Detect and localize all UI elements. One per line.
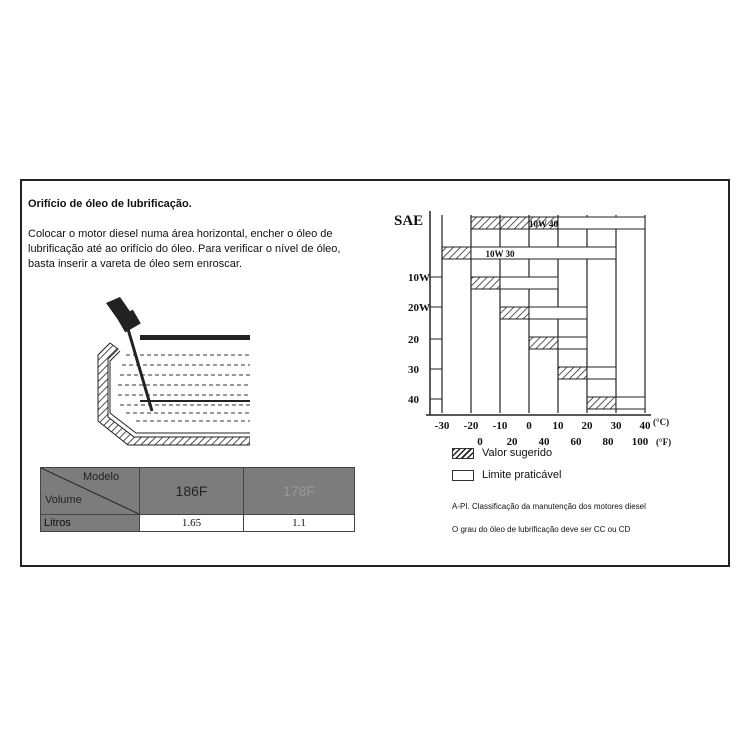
celsius-tick: 30: [610, 420, 622, 432]
suggested-bar: [587, 397, 616, 409]
fahrenheit-tick: 80: [602, 436, 614, 448]
value-178f: 1.1: [244, 515, 355, 532]
oil-info-panel: [20, 179, 730, 567]
table-corner-cell: [41, 468, 140, 515]
suggested-bar: [500, 307, 529, 319]
celsius-tick: 10: [552, 420, 564, 432]
oil-filler-illustration: [80, 293, 250, 453]
limit-bar: [616, 397, 645, 409]
fahrenheit-tick: 20: [506, 436, 518, 448]
celsius-tick: -20: [463, 420, 479, 432]
limit-bar: [558, 337, 587, 349]
grade-label: 40: [408, 394, 419, 406]
suggested-bar: [529, 337, 558, 349]
api-note: A-PI. Classificação da manutenção dos motores diesel: [452, 502, 646, 511]
suggested-bar: [558, 367, 587, 379]
liters-label: Litros: [41, 515, 140, 532]
instructions-text: Colocar o motor diesel numa área horizontal, encher o óleo de lubrificação até ao orifício do óleo. Para verificar o nível de óleo, basta inserir a vareta de óleo sem enroscar.: [28, 228, 341, 270]
celsius-tick: 0: [526, 420, 532, 432]
fahrenheit-tick: 40: [538, 436, 550, 448]
grade-label: 10W: [408, 272, 430, 284]
grade-note: O grau do óleo de lubrificação deve ser CC ou CD: [452, 525, 631, 534]
celsius-tick: -10: [492, 420, 508, 432]
limit-bar: [500, 277, 558, 289]
model-186f-header: 186F: [140, 468, 244, 515]
grade-label: 20: [408, 334, 419, 346]
chart-title: SAE: [394, 213, 424, 229]
hatched-swatch: [452, 448, 474, 459]
celsius-tick: 40: [639, 420, 651, 432]
celsius-unit: (°C): [653, 417, 670, 427]
fahrenheit-tick: 60: [570, 436, 582, 448]
oil-capacity-table: [40, 467, 355, 532]
celsius-tick: 20: [581, 420, 593, 432]
sae-viscosity-chart: [386, 201, 696, 451]
fahrenheit-tick: 0: [477, 436, 483, 448]
section-title: Orifício de óleo de lubrificação.: [28, 198, 192, 210]
blank-swatch: [452, 470, 474, 481]
suggested-bar: [471, 277, 500, 289]
fahrenheit-tick: 100: [631, 436, 649, 448]
grade-label-10w30: 10W 30: [485, 249, 515, 259]
limit-bar: [587, 367, 616, 379]
fahrenheit-unit: (°F): [656, 437, 672, 447]
grade-label: 30: [408, 364, 419, 376]
grade-label: 20W: [408, 302, 430, 314]
grade-label-10w40: 10W 40: [528, 219, 559, 229]
model-header: Modelo: [83, 471, 120, 483]
limit-bar: [558, 217, 645, 229]
volume-header: Volume: [45, 494, 82, 506]
limit-bar: [529, 307, 587, 319]
model-178f-header: 178F: [244, 468, 355, 515]
suggested-bar: [442, 247, 471, 259]
legend-limit-label: Limite praticável: [482, 469, 562, 481]
value-186f: 1.65: [140, 515, 244, 532]
celsius-tick: -30: [434, 420, 450, 432]
legend-suggested-label: Valor sugerido: [482, 447, 553, 459]
